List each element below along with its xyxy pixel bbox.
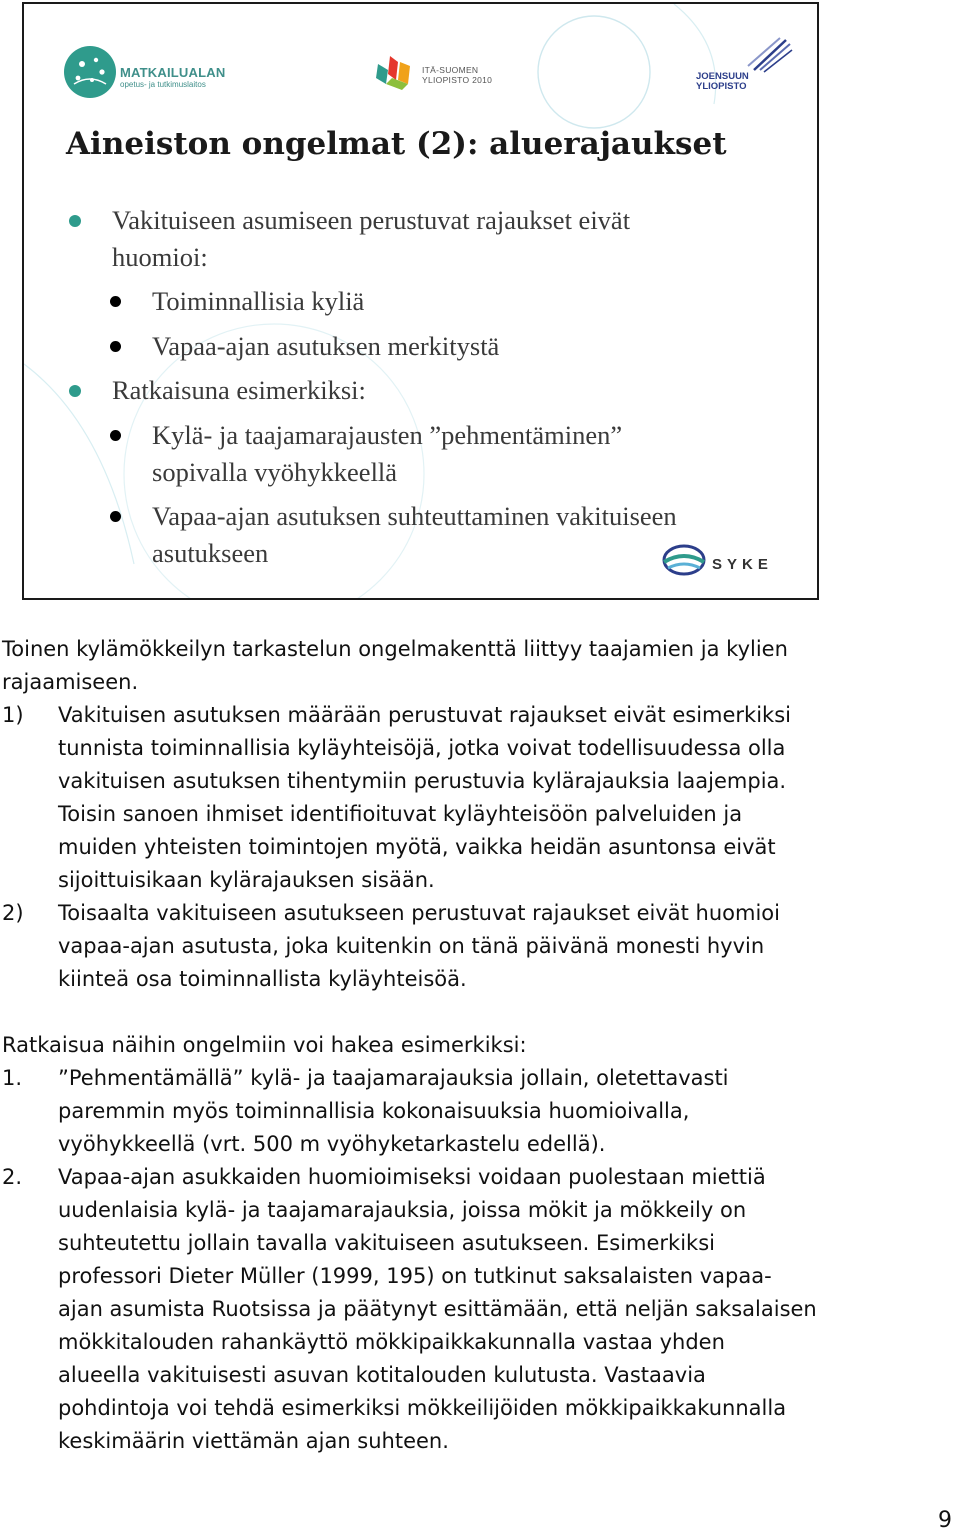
joensuun-yliopisto-logo xyxy=(694,36,794,96)
slide-title: Aineiston ongelmat (2): aluerajaukset xyxy=(66,126,727,162)
syke-emblem-icon xyxy=(660,540,708,580)
ita-suomen-emblem-icon xyxy=(372,50,416,94)
joensuun-line2: YLIOPISTO xyxy=(696,80,747,92)
slide-frame xyxy=(22,2,819,600)
bullet-dot-icon xyxy=(69,385,81,397)
slide-bullet-2: Ratkaisuna esimerkiksi: xyxy=(112,375,366,405)
list1-item-1: Vakituisen asutuksen määrään perustuvat rajaukset eivät esimerkiksi tunnista toiminnallisia kyläyhteisöjä, jotka voivat todellisuudessa olla vakituisen asutuksen tihentymiin perustuvia kylärajauksia laajempia. Toisin sanoen ihmiset identifioituvat kyläyhteisöön palveluiden ja muiden yhteisten toimintojen myötä, vaikka heidän asuntonsa eivät sijoittuisikaan kylärajauksen sisään. xyxy=(58,703,791,892)
matkailualan-title: MATKAILUALAN xyxy=(120,65,226,80)
joensuun-wave-icon xyxy=(694,36,794,76)
list2-item-1: ”Pehmentämällä” kylä- ja taajamarajauksia jollain, oletettavasti paremmin myös toiminnallisia kokonaisuuksia huomioivalla, vyöhykkeellä (vrt. 500 m vyöhyketarkastelu edellä). xyxy=(58,1066,729,1156)
slide-subbullet-1: Toiminnallisia kyliä xyxy=(152,286,365,316)
bullet-dot-icon xyxy=(110,341,121,352)
ita-suomen-line2: YLIOPISTO 2010 xyxy=(422,74,493,85)
slide-subbullet-4: Vapaa-ajan asutuksen suhteuttaminen vakituiseen asutukseen xyxy=(152,501,677,568)
syke-text: SYKE xyxy=(712,556,773,573)
ita-suomen-line1: ITÄ-SUOMEN xyxy=(422,65,479,75)
list1-item-2: Toisaalta vakituiseen asutukseen perustuvat rajaukset eivät huomioi vapaa-ajan asutusta, joka kuitenkin on tänä päivänä monesti hyvin kiinteä osa toiminnallista kyläyhteisöä. xyxy=(58,901,780,991)
ita-suomen-logo xyxy=(372,50,512,94)
matkailualan-subtitle: opetus- ja tutkimuslaitos xyxy=(120,80,206,89)
slide-subbullet-2: Vapaa-ajan asutuksen merkitystä xyxy=(152,331,500,361)
list2-marker-2: 2. xyxy=(2,1165,23,1189)
syke-logo xyxy=(660,540,800,584)
bullet-dot-icon xyxy=(110,296,121,307)
list1-marker-1: 1) xyxy=(2,703,24,727)
bullet-dot-icon xyxy=(69,215,81,227)
list2-marker-1: 1. xyxy=(2,1066,23,1090)
intro-paragraph: Toinen kylämökkeilyn tarkastelun ongelmakenttä liittyy taajamien ja kylien rajaamiseen. xyxy=(2,637,788,694)
solution-intro: Ratkaisua näihin ongelmiin voi hakea esimerkiksi: xyxy=(2,1033,527,1057)
list1-marker-2: 2) xyxy=(2,901,24,925)
matkailualan-logo xyxy=(62,44,232,102)
slide-subbullet-3: Kylä- ja taajamarajausten ”pehmentäminen” sopivalla vyöhykkeellä xyxy=(152,420,623,487)
bullet-dot-icon xyxy=(110,430,121,441)
joensuun-line1: JOENSUUN xyxy=(696,71,749,82)
list2-item-2: Vapaa-ajan asukkaiden huomioimiseksi voidaan puolestaan miettiä uudenlaisia kylä- ja taajamarajauksia, joissa mökit ja mökkeily on suhteutettu jollain tavalla vakituiseen asutukseen. Esimerkiksi professori Dieter Müller (1999, 195) on tutkinut saksalaisten vapaa- ajan asumista Ruotsissa ja päätynyt esittämään, että neljän saksalaisen mökkitalouden rahankäyttö mökkipaikkakunnalla vastaa yhden alueella vakituisesti asuvan kotitalouden kulutusta. Vastaavia pohdintoja voi tehdä esimerkiksi mökkeilijöiden mökkipaikkakunnalla keskimäärin viettämän ajan suhteen. xyxy=(58,1165,817,1453)
page-number: 9 xyxy=(938,1508,952,1533)
slide-bullet-1: Vakituiseen asumiseen perustuvat rajaukset eivät huomioi: xyxy=(112,205,631,272)
bullet-dot-icon xyxy=(110,511,121,522)
matkailualan-emblem-icon xyxy=(62,44,118,100)
